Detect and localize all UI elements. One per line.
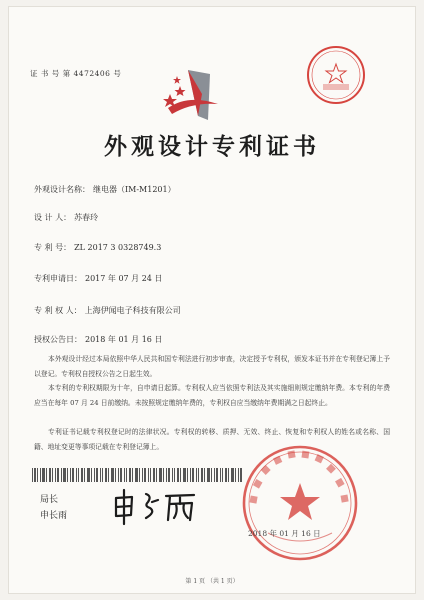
field-design-name — [34, 184, 176, 195]
field-label: 设 计 人： — [34, 213, 72, 222]
director-label: 局长 — [40, 495, 59, 505]
paragraph-register: 专利证书记载专利权登记时的法律状况。专利权的转移、质押、无效、终止、恢复和专利权人的姓名或名称、国籍、地址变更等事项记载在专利登记簿上。 — [34, 428, 390, 451]
page-footer: 第 1 页 （共 1 页） — [185, 578, 239, 585]
field-label: 专利申请日： — [34, 274, 82, 283]
field-label: 专 利 权 人： — [34, 306, 82, 315]
field-grant-date — [34, 334, 162, 345]
copy-verification-stamp — [305, 44, 367, 106]
certificate-number: 证 书 号 第 4472406 号 — [30, 69, 122, 78]
field-patent-number — [34, 242, 161, 253]
field-value: 2017 年 07 月 24 日 — [85, 274, 163, 283]
field-label: 授权公告日： — [34, 335, 82, 344]
field-patentee — [34, 305, 181, 316]
patent-office-seal — [240, 443, 360, 563]
field-value: 继电器（IM-M1201） — [93, 185, 176, 194]
paragraph-term: 本专利的专利权期限为十年，自申请日起算。专利权人应当依照专利法及其实施细则规定缴纳年费。本专利的年费应当在每年 07 月 24 日前缴纳。未按照规定缴纳年费的，专利权自应当缴纳年费期满之日起终止。 — [34, 384, 390, 407]
barcode — [32, 468, 242, 482]
paragraph-grant: 本外观设计经过本局依照中华人民共和国专利法进行初步审查，决定授予专利权，颁发本证书并在专利登记簿上予以登记。专利权自授权公告之日起生效。 — [34, 355, 390, 378]
field-designer — [34, 212, 98, 223]
field-application-date — [34, 273, 162, 284]
field-value: ZL 2017 3 0328749.3 — [74, 243, 162, 252]
patent-office-emblem-icon — [158, 64, 224, 126]
seal-date: 2018 年 01 月 16 日 — [248, 529, 321, 538]
director-signature — [108, 486, 203, 526]
field-label: 外观设计名称： — [34, 185, 90, 194]
field-value: 苏春玲 — [74, 213, 99, 222]
certificate-title: 外观设计专利证书 — [104, 134, 320, 160]
field-value: 上海伊闻电子科技有限公司 — [84, 306, 181, 315]
field-value: 2018 年 01 月 16 日 — [85, 335, 163, 344]
field-label: 专 利 号： — [34, 243, 72, 252]
director-name-label: 申长雨 — [40, 511, 68, 521]
